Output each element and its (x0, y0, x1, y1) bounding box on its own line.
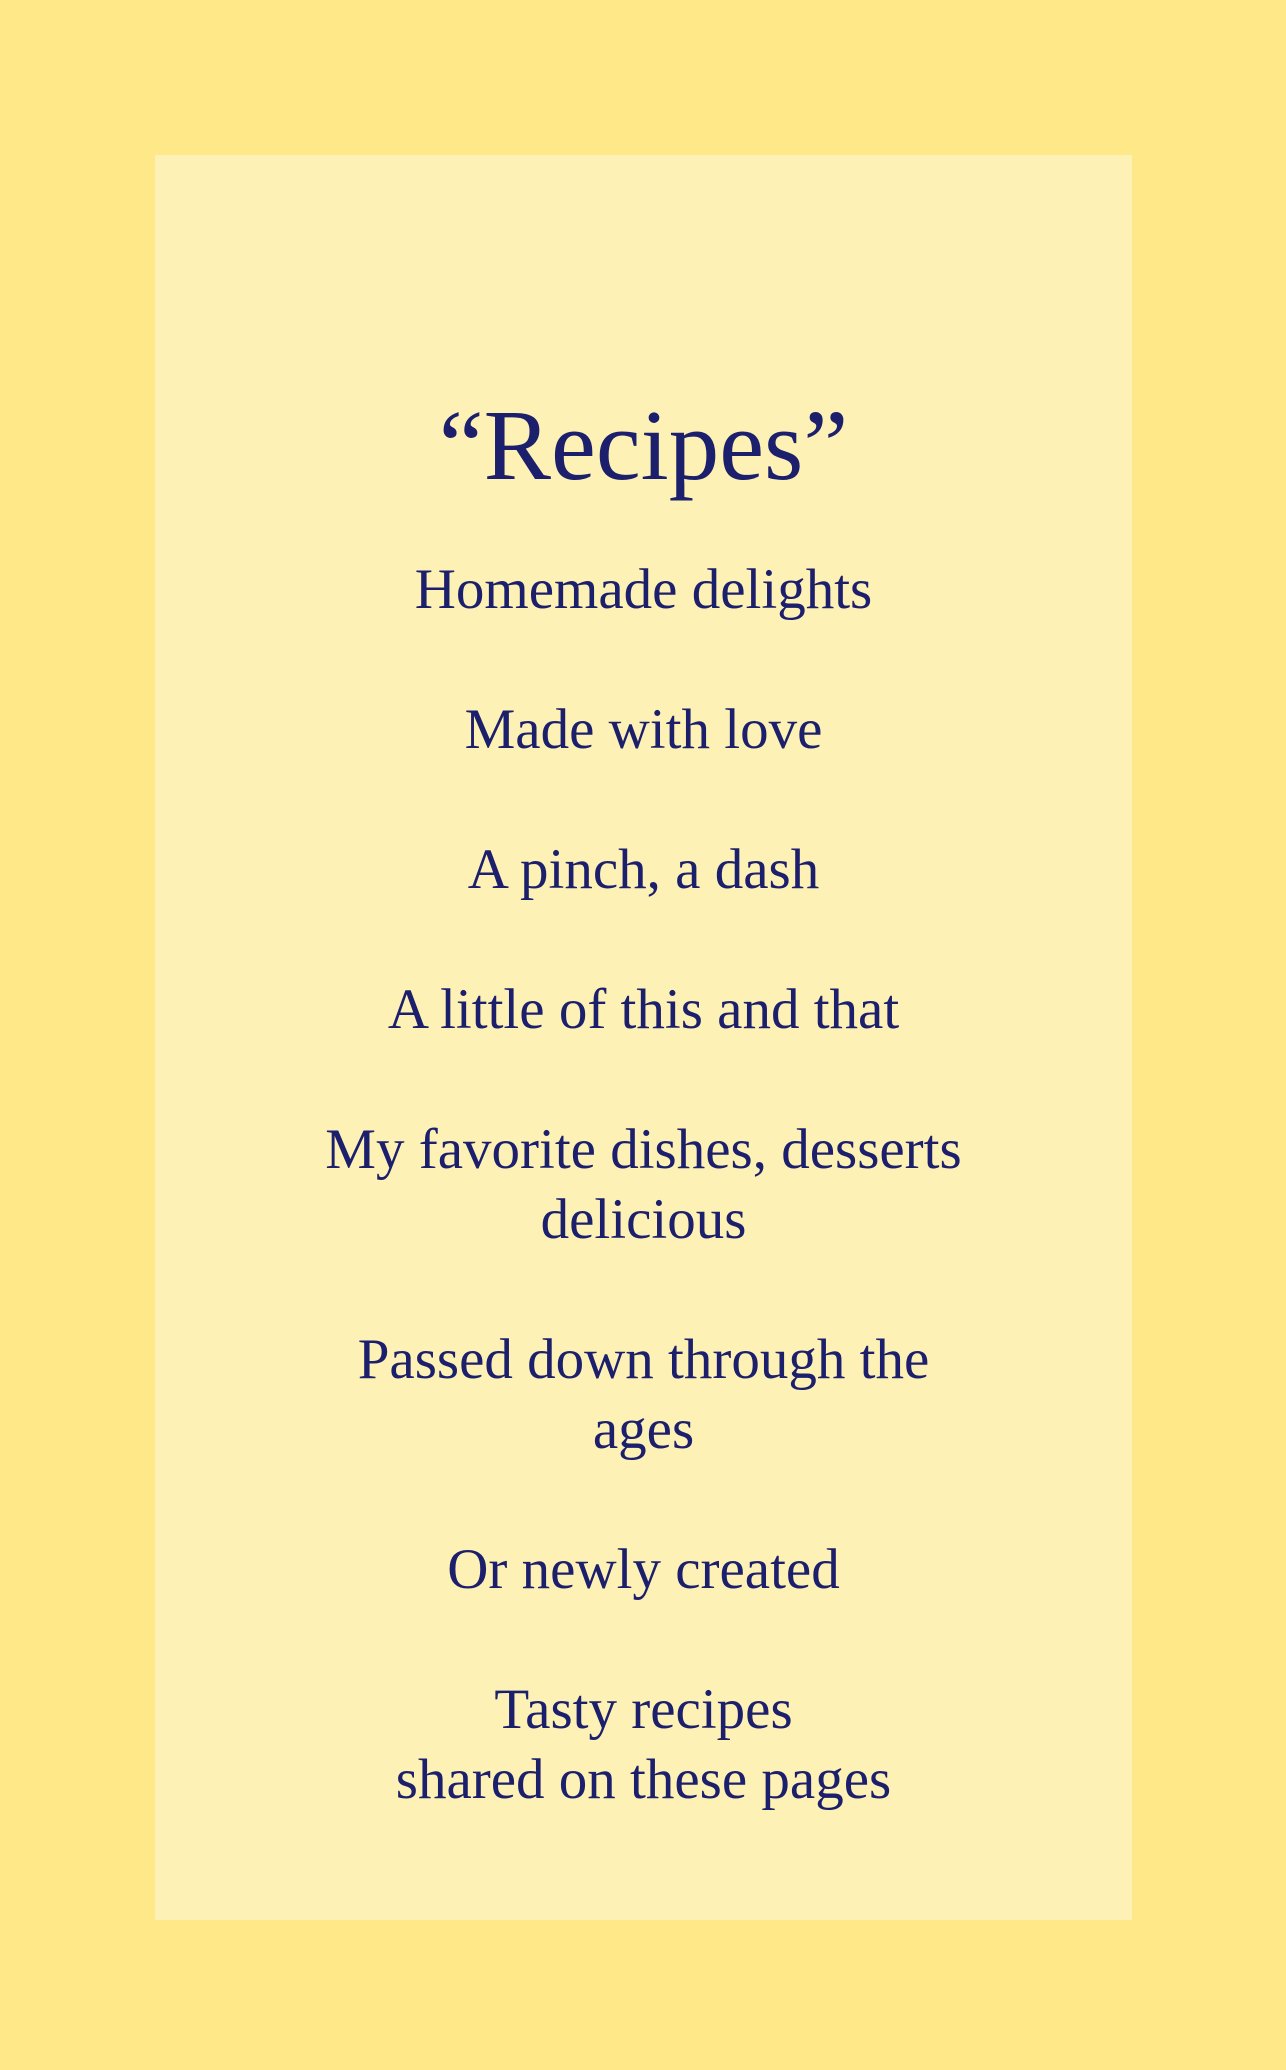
verse-4 (155, 975, 1132, 1045)
verse-6 (155, 1325, 1132, 1465)
verse-8 (155, 1675, 1132, 1815)
verse-3 (155, 835, 1132, 905)
verse-1 (155, 555, 1132, 625)
verse-line: shared on these pages (395, 1748, 892, 1811)
verse-7 (155, 1535, 1132, 1605)
verse-line: Or newly created (447, 1538, 840, 1601)
verse-line: ages (592, 1398, 695, 1461)
verse-5 (155, 1115, 1132, 1255)
verse-line: Tasty recipes (494, 1678, 793, 1741)
verse-2 (155, 695, 1132, 765)
verse-line: My favorite dishes, desserts (325, 1118, 962, 1181)
verse-line: Homemade delights (414, 558, 873, 621)
verse-line: Made with love (464, 698, 823, 761)
poem-title: “Recipes” (438, 389, 849, 501)
poem-panel (155, 155, 1132, 1920)
verse-line: delicious (540, 1188, 747, 1251)
verse-line: A little of this and that (387, 978, 900, 1041)
verse-line: Passed down through the (357, 1328, 930, 1391)
verse-line: A pinch, a dash (467, 838, 820, 901)
